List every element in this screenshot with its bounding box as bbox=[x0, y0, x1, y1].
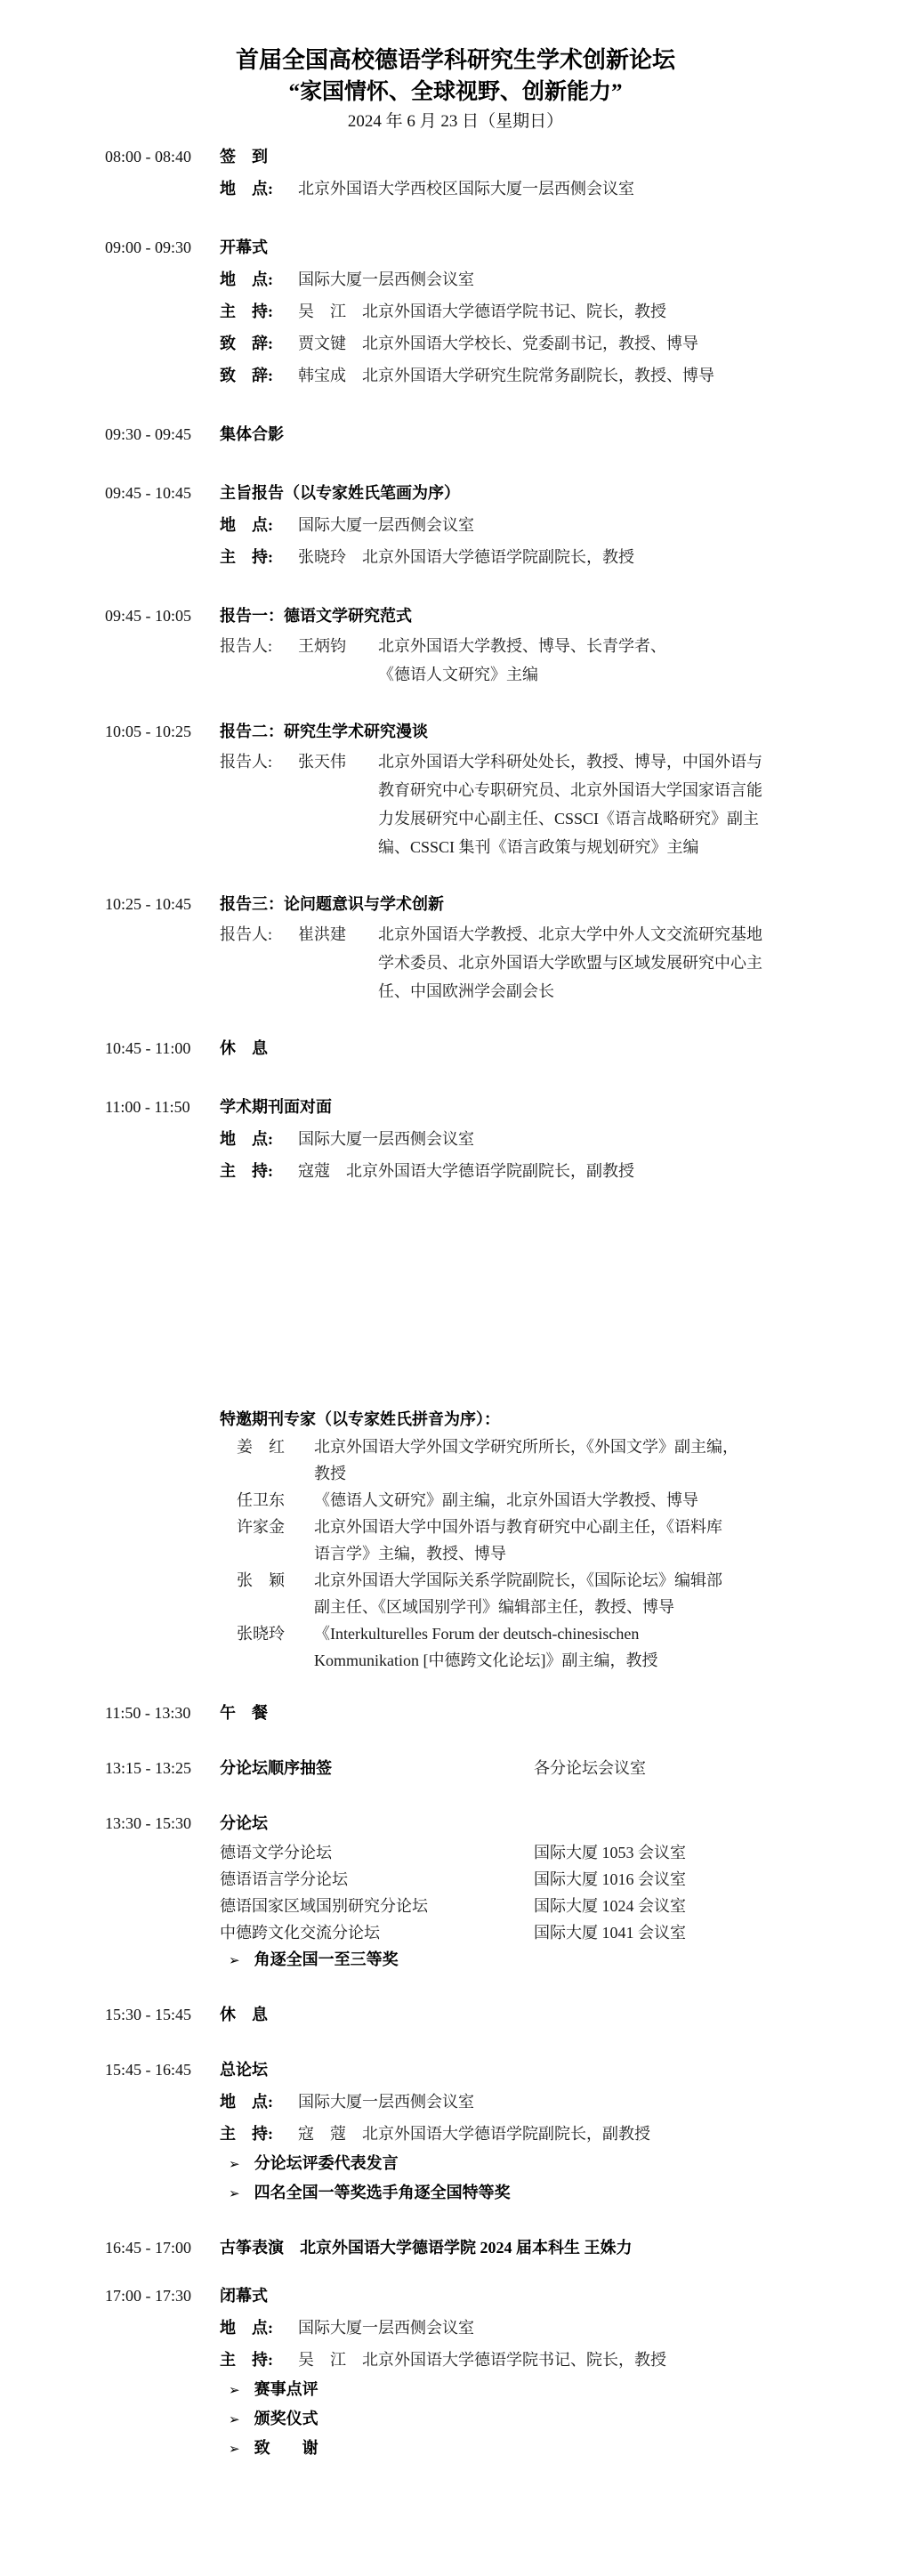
field-label: 地 点: bbox=[220, 271, 273, 288]
block-content bbox=[220, 715, 858, 861]
bullet-line bbox=[220, 2179, 858, 2209]
arrow-bullet-icon: ➢ bbox=[229, 2158, 240, 2172]
speaker-desc-line: 学术委员、北京外国语大学欧盟与区域发展研究中心主 bbox=[378, 954, 762, 972]
block-content bbox=[220, 1091, 858, 1187]
block-lunch bbox=[0, 1697, 911, 1729]
event-title: 闭幕式 bbox=[220, 2287, 268, 2305]
field-value: 寇 蔻 北京外国语大学德语学院副院长，副教授 bbox=[298, 2125, 650, 2143]
field-label: 主 持: bbox=[220, 2125, 273, 2143]
event-title: 主旨报告（以专家姓氏笔画为序） bbox=[220, 484, 460, 502]
field-label: 致 辞: bbox=[220, 335, 273, 352]
event-title-line bbox=[220, 888, 858, 920]
bullet-line bbox=[220, 2405, 858, 2435]
forum-row bbox=[220, 1893, 858, 1919]
page-title: 首届全国高校德语学科研究生学术创新论坛 bbox=[235, 47, 675, 73]
forum-row bbox=[220, 1839, 858, 1866]
block-content bbox=[220, 1697, 858, 1729]
page-subtitle: “家国情怀、全球视野、创新能力” bbox=[288, 80, 623, 104]
block-break-2 bbox=[0, 1999, 911, 2031]
experts-heading: 特邀期刊专家（以专家姓氏拼音为序）： bbox=[220, 1410, 500, 1428]
block-group-photo bbox=[0, 418, 911, 450]
block-content bbox=[220, 2280, 858, 2464]
speaker-line bbox=[220, 920, 858, 1005]
event-title: 休 息 bbox=[220, 1039, 268, 1057]
field-label: 主 持: bbox=[220, 548, 273, 566]
block-content bbox=[220, 141, 858, 205]
bullet-text: 四名全国一等奖选手角逐全国特等奖 bbox=[254, 2184, 511, 2201]
expert-name: 任卫东 bbox=[237, 1491, 285, 1509]
field-value: 贾文键 北京外国语大学校长、党委副书记，教授、博导 bbox=[298, 335, 698, 352]
field-value: 张晓玲 北京外国语大学德语学院副院长，教授 bbox=[298, 548, 634, 566]
event-title-line bbox=[220, 2054, 858, 2086]
room-name: 国际大厦 1016 会议室 bbox=[534, 1870, 686, 1888]
bullet-text: 颁奖仪式 bbox=[254, 2410, 318, 2427]
room-name: 各分论坛会议室 bbox=[534, 1759, 646, 1777]
field-label: 地 点: bbox=[220, 180, 273, 198]
speaker-label: 报告人: bbox=[220, 637, 273, 655]
event-title: 集体合影 bbox=[220, 425, 284, 443]
time-range: 16:45 - 17:00 bbox=[105, 2239, 191, 2257]
block-content bbox=[220, 477, 858, 573]
speaker-desc-line: 北京外国语大学教授、北京大学中外人文交流研究基地 bbox=[378, 925, 762, 943]
event-title: 报告二：研究生学术研究漫谈 bbox=[220, 723, 428, 740]
block-content bbox=[220, 1406, 858, 1674]
block-plenary bbox=[0, 2054, 911, 2209]
block-opening bbox=[0, 231, 911, 392]
speaker-desc-line: 教育研究中心专职研究员、北京外国语大学国家语言能 bbox=[378, 781, 762, 799]
expert-desc bbox=[314, 1514, 722, 1567]
forum-name: 德语文学分论坛 bbox=[220, 1844, 332, 1861]
time-range: 17:00 - 17:30 bbox=[105, 2287, 191, 2305]
expert-desc-line: 北京外国语大学国际关系学院副院长，《国际论坛》编辑部 bbox=[314, 1571, 722, 1589]
arrow-bullet-icon: ➢ bbox=[229, 2187, 240, 2201]
block-content bbox=[220, 1999, 858, 2031]
event-title: 签 到 bbox=[220, 148, 268, 166]
room-name: 国际大厦 1053 会议室 bbox=[534, 1844, 686, 1861]
document-header bbox=[0, 0, 911, 135]
arrow-bullet-icon: ➢ bbox=[229, 2413, 240, 2427]
event-title-line bbox=[220, 477, 858, 509]
bullet-line bbox=[220, 2435, 858, 2464]
expert-name: 张晓玲 bbox=[237, 1625, 285, 1643]
time-range: 11:50 - 13:30 bbox=[105, 1704, 191, 1722]
speaker-desc bbox=[378, 632, 666, 689]
speaker-desc-line: 北京外国语大学教授、博导、长青学者、 bbox=[378, 637, 666, 655]
block-subforums bbox=[0, 1807, 911, 1975]
event-title-line bbox=[220, 1807, 858, 1839]
schedule bbox=[0, 141, 911, 2464]
block-content bbox=[220, 2054, 858, 2209]
time-range: 10:45 - 11:00 bbox=[105, 1039, 191, 1057]
event-title-line bbox=[220, 2232, 858, 2264]
field-value: 寇蔻 北京外国语大学德语学院副院长，副教授 bbox=[298, 1162, 634, 1180]
block-content bbox=[220, 888, 858, 1005]
speaker-desc-line: 任、中国欧洲学会副会长 bbox=[378, 982, 554, 1000]
expert-desc-line: 《德语人文研究》副主编，北京外国语大学教授、博导 bbox=[314, 1491, 698, 1509]
field-value: 北京外国语大学西校区国际大厦一层西侧会议室 bbox=[298, 180, 634, 198]
expert-entry bbox=[220, 1620, 858, 1674]
time-range: 15:30 - 15:45 bbox=[105, 2006, 191, 2023]
field-label: 致 辞: bbox=[220, 367, 273, 384]
time-range: 09:30 - 09:45 bbox=[105, 425, 191, 443]
block-talk-1 bbox=[0, 600, 911, 689]
event-title-line bbox=[220, 1752, 858, 1784]
time-range: 08:00 - 08:40 bbox=[105, 148, 191, 166]
field-line bbox=[220, 327, 858, 359]
event-title: 报告三：论问题意识与学术创新 bbox=[220, 895, 444, 913]
expert-desc bbox=[314, 1620, 657, 1674]
forum-name: 中德跨文化交流分论坛 bbox=[220, 1924, 380, 1942]
event-title: 学术期刊面对面 bbox=[220, 1098, 332, 1116]
expert-name: 张 颖 bbox=[237, 1571, 285, 1589]
field-label: 主 持: bbox=[220, 1162, 273, 1180]
field-value: 国际大厦一层西侧会议室 bbox=[298, 516, 474, 534]
event-title-line bbox=[220, 231, 858, 263]
bullet-line bbox=[220, 2150, 858, 2179]
field-line bbox=[220, 2086, 858, 2118]
time-range: 10:05 - 10:25 bbox=[105, 723, 191, 740]
expert-desc-line: 副主任、《区域国别学刊》编辑部主任，教授、博导 bbox=[314, 1598, 674, 1616]
speaker-desc-line: 编、CSSCI 集刊《语言政策与规划研究》主编 bbox=[378, 838, 699, 856]
field-label: 地 点: bbox=[220, 2093, 273, 2111]
field-value: 国际大厦一层西侧会议室 bbox=[298, 2093, 474, 2111]
speaker-name: 张天伟 bbox=[298, 753, 346, 771]
time-range: 09:45 - 10:05 bbox=[105, 607, 191, 625]
expert-desc-line: Kommunikation [中德跨文化论坛]》副主编，教授 bbox=[314, 1651, 658, 1669]
block-content bbox=[220, 2232, 858, 2264]
event-title-line bbox=[220, 715, 858, 747]
expert-entry bbox=[220, 1433, 858, 1487]
expert-desc-line: 北京外国语大学外国文学研究所所长，《外国文学》副主编， bbox=[314, 1438, 738, 1456]
field-line bbox=[220, 2118, 858, 2150]
block-content bbox=[220, 1032, 858, 1064]
event-title: 总论坛 bbox=[220, 2061, 268, 2079]
time-range: 09:45 - 10:45 bbox=[105, 484, 191, 502]
expert-desc-line: 语言学》主编，教授、博导 bbox=[314, 1545, 506, 1563]
field-label: 地 点: bbox=[220, 2319, 273, 2337]
field-value: 吴 江 北京外国语大学德语学院书记、院长，教授 bbox=[298, 2351, 666, 2369]
event-title: 分论坛顺序抽签 bbox=[220, 1759, 332, 1777]
block-talk-2 bbox=[0, 715, 911, 861]
bullet-line bbox=[220, 2376, 858, 2405]
field-value: 吴 江 北京外国语大学德语学院书记、院长，教授 bbox=[298, 303, 666, 320]
event-title-line bbox=[220, 1032, 858, 1064]
field-line bbox=[220, 173, 858, 205]
expert-desc-line: 《Interkulturelles Forum der deutsch-chinesischen bbox=[314, 1625, 640, 1643]
field-label: 主 持: bbox=[220, 2351, 273, 2369]
event-title: 古筝表演 北京外国语大学德语学院 2024 届本科生 王姝力 bbox=[220, 2239, 633, 2257]
expert-name: 姜 红 bbox=[237, 1438, 285, 1456]
field-line bbox=[220, 295, 858, 327]
block-guzheng bbox=[0, 2232, 911, 2264]
expert-entry bbox=[220, 1567, 858, 1620]
block-break-1 bbox=[0, 1032, 911, 1064]
expert-entry bbox=[220, 1514, 858, 1567]
field-label: 地 点: bbox=[220, 1130, 273, 1148]
speaker-desc-line: 《德语人文研究》主编 bbox=[378, 666, 538, 683]
room-name: 国际大厦 1024 会议室 bbox=[534, 1897, 686, 1915]
time-range: 09:00 - 09:30 bbox=[105, 238, 191, 256]
speaker-label: 报告人: bbox=[220, 753, 273, 771]
expert-entry bbox=[220, 1487, 858, 1514]
forum-name: 德语国家区域国别研究分论坛 bbox=[220, 1897, 428, 1915]
event-title-line bbox=[220, 1091, 858, 1123]
field-line bbox=[220, 541, 858, 573]
expert-desc-line: 北京外国语大学中国外语与教育研究中心副主任，《语料库 bbox=[314, 1518, 722, 1536]
forum-name: 德语语言学分论坛 bbox=[220, 1870, 348, 1888]
block-content bbox=[220, 1752, 858, 1784]
expert-desc bbox=[314, 1567, 722, 1620]
time-range: 10:25 - 10:45 bbox=[105, 895, 191, 913]
speaker-line bbox=[220, 747, 858, 861]
time-range bbox=[105, 1406, 220, 1674]
time-range: 13:15 - 13:25 bbox=[105, 1759, 191, 1777]
event-title-line bbox=[220, 141, 858, 173]
time-range: 11:00 - 11:50 bbox=[105, 1098, 190, 1116]
field-line bbox=[220, 263, 858, 295]
expert-name: 许家金 bbox=[237, 1518, 285, 1536]
speaker-name: 崔洪建 bbox=[298, 925, 346, 943]
field-line bbox=[220, 359, 858, 392]
field-label: 主 持: bbox=[220, 303, 273, 320]
field-value: 韩宝成 北京外国语大学研究生院常务副院长，教授、博导 bbox=[298, 367, 714, 384]
field-label: 地 点: bbox=[220, 516, 273, 534]
event-date: 2024 年 6 月 23 日（星期日） bbox=[347, 112, 564, 131]
event-title: 休 息 bbox=[220, 2006, 268, 2023]
arrow-bullet-icon: ➢ bbox=[229, 1954, 240, 1968]
block-closing bbox=[0, 2280, 911, 2464]
speaker-desc bbox=[378, 747, 762, 861]
arrow-bullet-icon: ➢ bbox=[229, 2443, 240, 2457]
arrow-bullet-icon: ➢ bbox=[229, 2384, 240, 2398]
event-title-line bbox=[220, 1697, 858, 1729]
time-range: 15:45 - 16:45 bbox=[105, 2061, 191, 2079]
bullet-text: 分论坛评委代表发言 bbox=[254, 2154, 399, 2172]
time-range: 13:30 - 15:30 bbox=[105, 1814, 191, 1832]
block-talk-3 bbox=[0, 888, 911, 1005]
bullet-text: 致 谢 bbox=[254, 2439, 318, 2457]
forum-row bbox=[220, 1919, 858, 1946]
expert-desc-line: 教授 bbox=[314, 1465, 346, 1482]
field-value: 国际大厦一层西侧会议室 bbox=[298, 2319, 474, 2337]
block-journals bbox=[0, 1091, 911, 1187]
block-experts bbox=[0, 1406, 911, 1674]
speaker-line bbox=[220, 632, 858, 689]
event-title-line bbox=[220, 418, 858, 450]
forum-row bbox=[220, 1866, 858, 1893]
field-line bbox=[220, 509, 858, 541]
speaker-name: 王炳钧 bbox=[298, 637, 346, 655]
speaker-desc-line: 北京外国语大学科研处处长，教授、博导，中国外语与 bbox=[378, 753, 762, 771]
speaker-desc bbox=[378, 920, 762, 1005]
block-keynote bbox=[0, 477, 911, 573]
room-name: 国际大厦 1041 会议室 bbox=[534, 1924, 686, 1942]
event-title: 分论坛 bbox=[220, 1814, 268, 1832]
field-line bbox=[220, 2344, 858, 2376]
event-title: 开幕式 bbox=[220, 238, 268, 256]
event-title: 报告一：德语文学研究范式 bbox=[220, 607, 412, 625]
block-sign-in bbox=[0, 141, 911, 205]
field-line bbox=[220, 1123, 858, 1155]
bullet-text: 角逐全国一至三等奖 bbox=[254, 1950, 399, 1968]
block-draw bbox=[0, 1752, 911, 1784]
event-title-line bbox=[220, 1999, 858, 2031]
field-line bbox=[220, 1155, 858, 1187]
field-value: 国际大厦一层西侧会议室 bbox=[298, 1130, 474, 1148]
field-value: 国际大厦一层西侧会议室 bbox=[298, 271, 474, 288]
bullet-line bbox=[220, 1946, 858, 1975]
expert-desc bbox=[314, 1433, 738, 1487]
block-content bbox=[220, 418, 858, 450]
block-content bbox=[220, 1807, 858, 1975]
expert-desc bbox=[314, 1487, 698, 1514]
block-content bbox=[220, 231, 858, 392]
speaker-desc-line: 力发展研究中心副主任、CSSCI《语言战略研究》副主 bbox=[378, 810, 760, 828]
block-content bbox=[220, 600, 858, 689]
field-line bbox=[220, 2312, 858, 2344]
event-title-line bbox=[220, 600, 858, 632]
speaker-label: 报告人: bbox=[220, 925, 273, 943]
event-title-line bbox=[220, 2280, 858, 2312]
bullet-text: 赛事点评 bbox=[254, 2380, 318, 2398]
event-title: 午 餐 bbox=[220, 1704, 268, 1722]
